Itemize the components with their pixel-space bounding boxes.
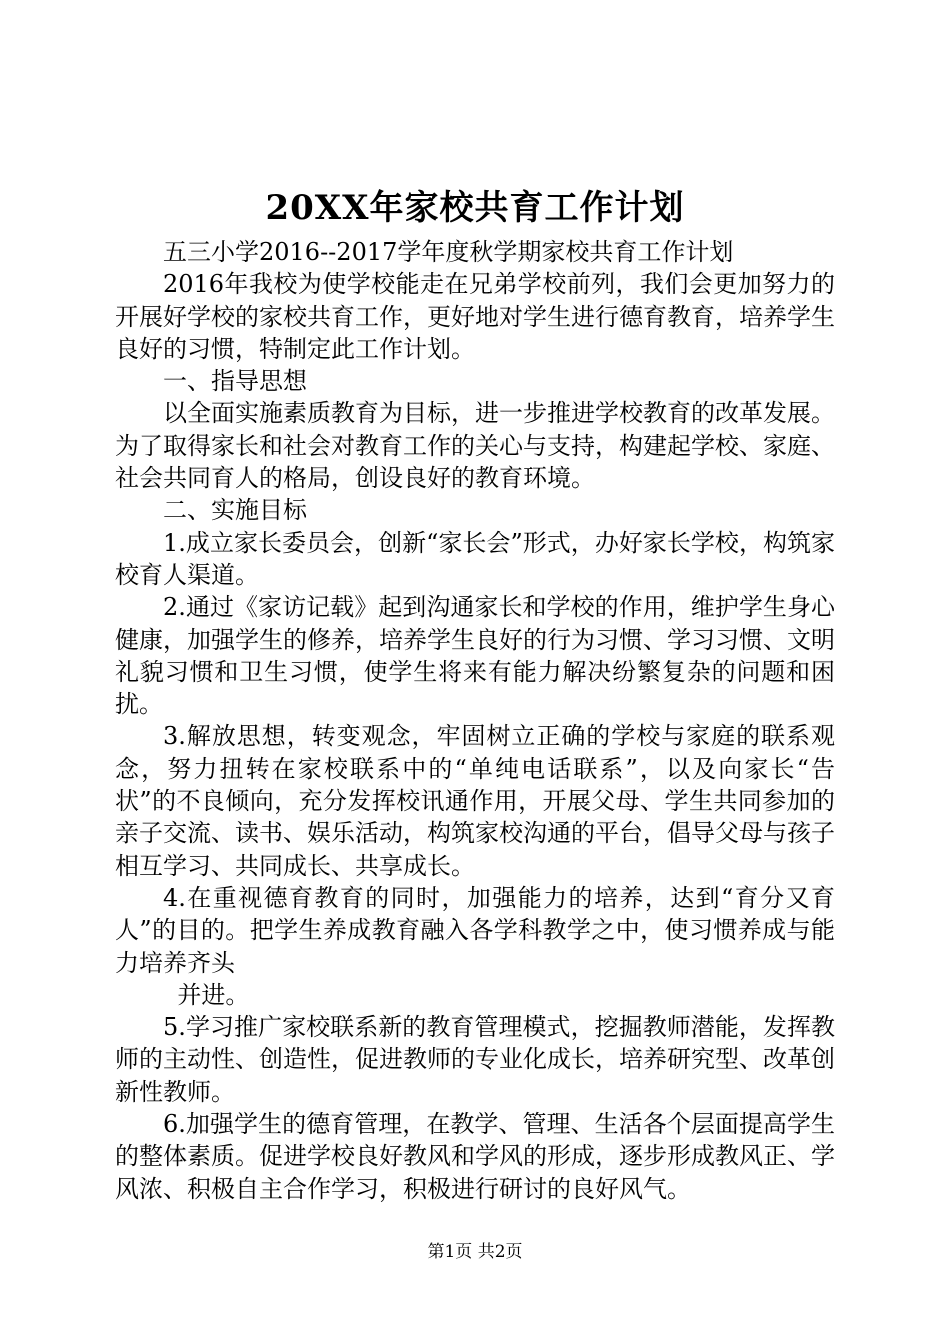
section-text-guiding-ideology: 以全面实施素质教育为目标，进一步推进学校教育的改革发展。为了取得家长和社会对教育工作的关心与支持，构建起学校、家庭、社会共同育人的格局，创设良好的教育环境。 bbox=[115, 399, 835, 493]
goal-item-3: 3.解放思想，转变观念，牢固树立正确的学校与家庭的联系观念，努力扭转在家校联系中的“单纯电话联系”，以及向家长“告状”的不良倾向，充分发挥校讯通作用，开展父母、学生共同参加的亲子交流、读书、娱乐活动，构筑家校沟通的平台，倡导父母与孩子相互学习、共同成长、共享成长。 bbox=[115, 722, 835, 880]
intro-paragraph: 2016年我校为使学校能走在兄弟学校前列，我们会更加努力的开展好学校的家校共育工作，更好地对学生进行德育教育，培养学生良好的习惯，特制定此工作计划。 bbox=[115, 270, 835, 363]
goal-item-2: 2.通过《家访记载》起到沟通家长和学校的作用，维护学生身心健康，加强学生的修养，培养学生良好的行为习惯、学习习惯、文明礼貌习惯和卫生习惯，使学生将来有能力解决纷繁复杂的问题和困扰。 bbox=[115, 593, 835, 719]
goal-item-1: 1.成立家长委员会，创新“家长会”形式，办好家长学校，构筑家校育人渠道。 bbox=[115, 528, 835, 589]
goal-item-5: 5.学习推广家校联系新的教育管理模式，挖掘教师潜能，发挥教师的主动性、创造性，促进教师的专业化成长，培养研究型、改革创新性教师。 bbox=[115, 1013, 835, 1106]
goal-item-4: 4.在重视德育教育的同时，加强能力的培养，达到“育分又育人”的目的。把学生养成教育融入各学科教学之中，使习惯养成与能力培养齐头 bbox=[115, 883, 835, 977]
goal-item-4-continued: 并进。 bbox=[177, 980, 250, 1009]
goal-item-6: 6.加强学生的德育管理，在教学、管理、生活各个层面提高学生的整体素质。促进学校良好教风和学风的形成，逐步形成教风正、学风浓、积极自主合作学习，积极进行研讨的良好风气。 bbox=[115, 1110, 835, 1203]
section-heading-guiding-ideology: 一、指导思想 bbox=[163, 367, 307, 396]
subtitle: 五三小学2016--2017学年度秋学期家校共育工作计划 bbox=[163, 238, 734, 266]
document-body bbox=[115, 236, 835, 1205]
page-footer: 第1页 共2页 bbox=[427, 1242, 523, 1262]
document-title: 20XX年家校共育工作计划 bbox=[265, 188, 685, 228]
section-heading-goals: 二、实施目标 bbox=[163, 496, 307, 525]
